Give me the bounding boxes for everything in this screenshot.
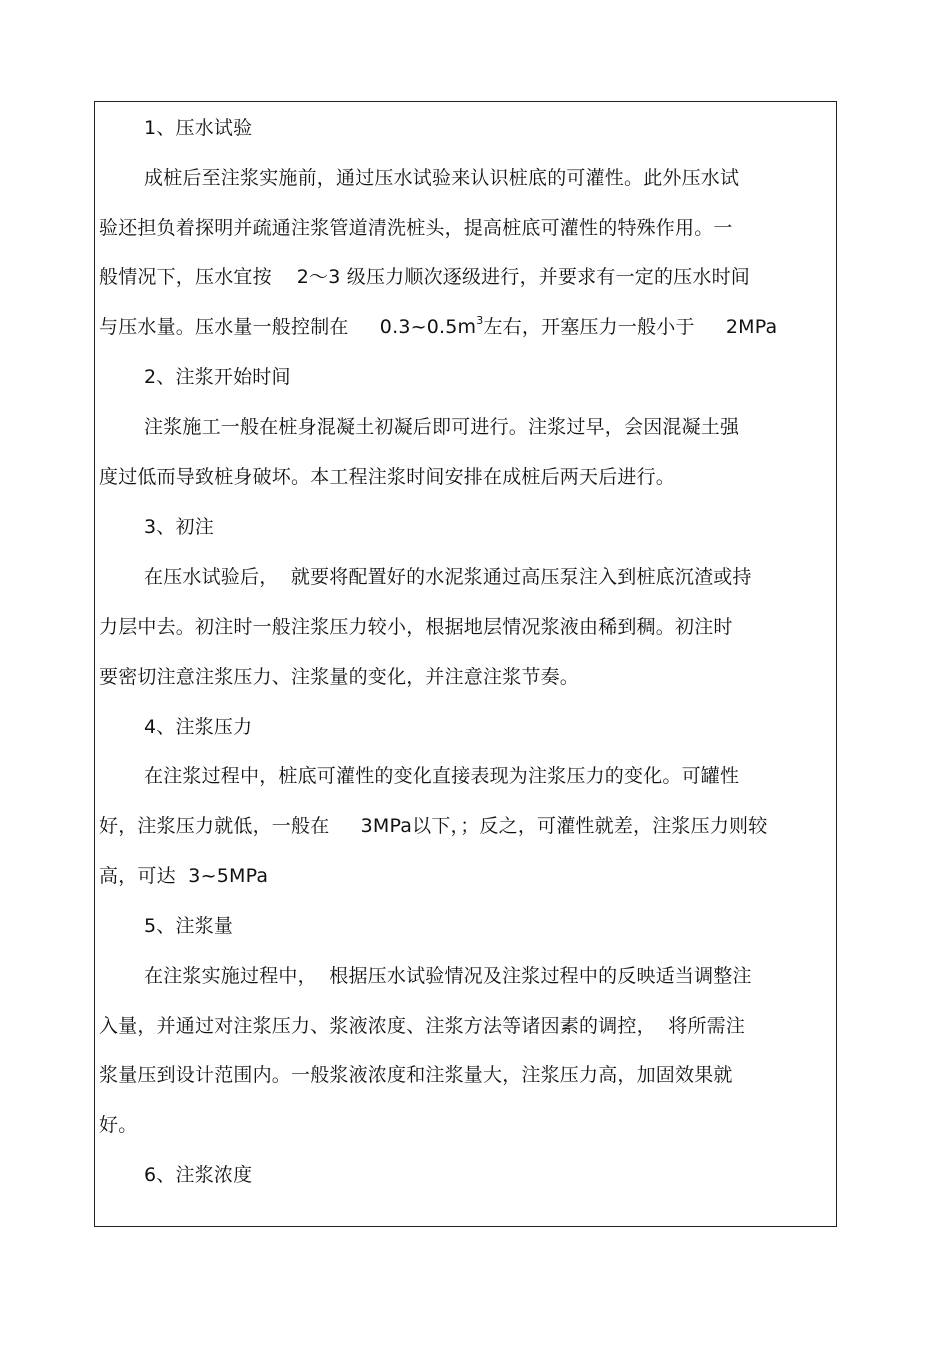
paragraph-line: 入量，并通过对注浆压力、浆液浓度、注浆方法等诸因素的调控， 将所需注 (99, 1015, 746, 1037)
paragraph-line: 度过低而导致桩身破坏。本工程注浆时间安排在成桩后两天后进行。 (99, 466, 676, 488)
text-segment: 左右，开塞压力一般小于 2MPa (483, 316, 778, 338)
section-heading: 5、注浆量 (144, 915, 234, 937)
section-heading: 3、初注 (144, 516, 214, 538)
paragraph-line: 在注浆过程中，桩底可灌性的变化直接表现为注浆压力的变化。可罐性 (144, 765, 740, 787)
paragraph-line: 注浆施工一般在桩身混凝土初凝后即可进行。注浆过早，会因混凝土强 (144, 416, 740, 438)
paragraph-line: 好。 (99, 1114, 138, 1136)
paragraph-line: 成桩后至注浆实施前，通过压水试验来认识桩底的可灌性。此外压水试 (144, 167, 740, 189)
text-segment: 与压水量。压水量一般控制在 0.3~0.5m (99, 316, 477, 338)
paragraph-line: 浆量压到设计范围内。一般浆液浓度和注浆量大，注浆压力高，加固效果就 (99, 1064, 733, 1086)
paragraph-line: 在压水试验后， 就要将配置好的水泥浆通过高压泵注入到桩底沉渣或持 (144, 566, 752, 588)
paragraph-line: 好，注浆压力就低，一般在 3MPa以下，；反之，可灌性就差，注浆压力则较 (99, 815, 768, 837)
paragraph-line: 般情况下，压水宜按 2～3 级压力顺次逐级进行，并要求有一定的压水时间 (99, 266, 750, 288)
superscript: 3 (476, 314, 484, 327)
section-heading: 1、压水试验 (144, 117, 253, 139)
section-heading: 2、注浆开始时间 (144, 366, 291, 388)
paragraph-line: 力层中去。初注时一般注浆压力较小，根据地层情况浆液由稀到稠。初注时 (99, 616, 733, 638)
paragraph-line: 在注浆实施过程中， 根据压水试验情况及注浆过程中的反映适当调整注 (144, 965, 752, 987)
paragraph-line: 高，可达 3~5MPa (99, 865, 269, 887)
paragraph-line: 验还担负着探明并疏通注浆管道清洗桩头，提高桩底可灌性的特殊作用。一 (99, 217, 733, 239)
section-heading: 4、注浆压力 (144, 716, 253, 738)
section-heading: 6、注浆浓度 (144, 1164, 253, 1186)
paragraph-line (99, 316, 777, 338)
paragraph-line: 要密切注意注浆压力、注浆量的变化，并注意注浆节奏。 (99, 666, 580, 688)
